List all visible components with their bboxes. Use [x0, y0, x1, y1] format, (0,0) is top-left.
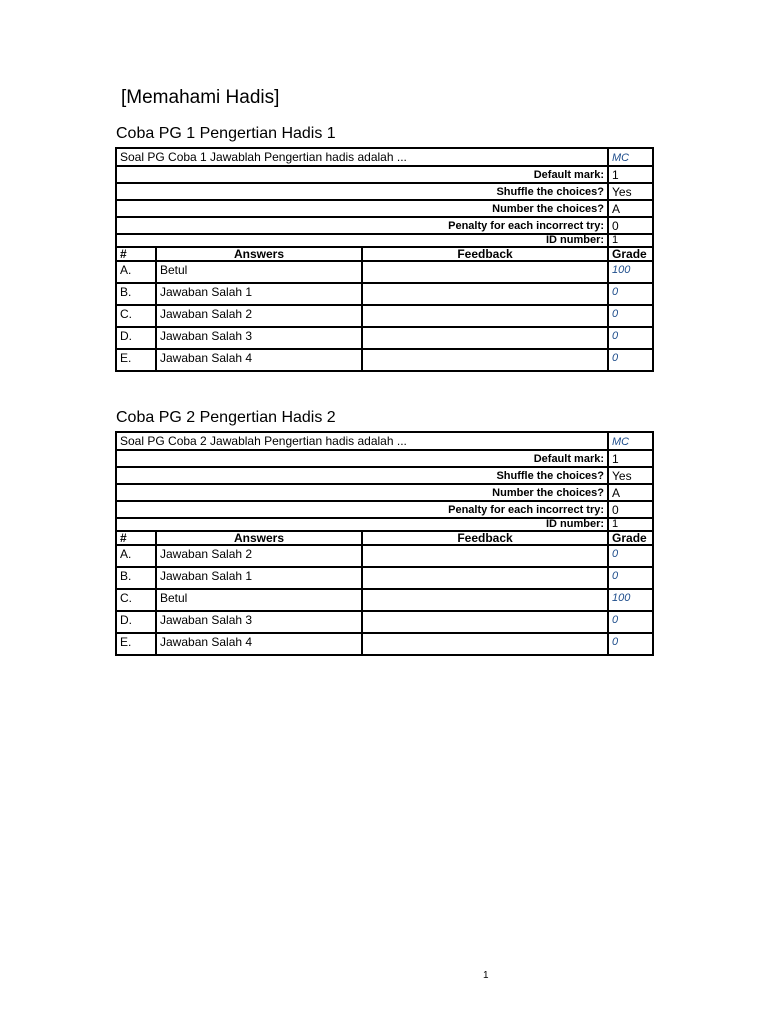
answer-letter: A.	[116, 545, 156, 567]
answer-text: Jawaban Salah 2	[156, 305, 362, 327]
answer-letter: A.	[116, 261, 156, 283]
id-number-label: ID number:	[116, 234, 608, 247]
question-type: MC	[608, 432, 653, 450]
header-answers: Answers	[156, 247, 362, 261]
answer-grade: 0	[608, 545, 653, 567]
answer-row	[116, 261, 653, 283]
shuffle-label: Shuffle the choices?	[116, 467, 608, 484]
answer-text: Jawaban Salah 4	[156, 633, 362, 655]
answer-row	[116, 633, 653, 655]
shuffle-value: Yes	[608, 183, 653, 200]
answer-row	[116, 305, 653, 327]
answer-row	[116, 567, 653, 589]
answer-feedback	[362, 349, 608, 371]
header-num: #	[116, 247, 156, 261]
answer-row	[116, 545, 653, 567]
answer-row	[116, 327, 653, 349]
answer-grade: 0	[608, 567, 653, 589]
penalty-value: 0	[608, 217, 653, 234]
answer-text: Betul	[156, 261, 362, 283]
answer-letter: D.	[116, 611, 156, 633]
answer-feedback	[362, 545, 608, 567]
answer-letter: B.	[116, 283, 156, 305]
answer-text: Jawaban Salah 3	[156, 327, 362, 349]
number-choices-label: Number the choices?	[116, 484, 608, 501]
answer-letter: C.	[116, 305, 156, 327]
shuffle-value: Yes	[608, 467, 653, 484]
id-number-label: ID number:	[116, 518, 608, 531]
answer-letter: C.	[116, 589, 156, 611]
answer-grade: 100	[608, 261, 653, 283]
number-choices-value: A	[608, 484, 653, 501]
penalty-label: Penalty for each incorrect try:	[116, 501, 608, 518]
question-table	[115, 431, 654, 656]
answer-letter: E.	[116, 349, 156, 371]
default-mark-label: Default mark:	[116, 166, 608, 183]
answer-feedback	[362, 327, 608, 349]
answer-feedback	[362, 611, 608, 633]
answer-text: Jawaban Salah 1	[156, 283, 362, 305]
default-mark-value: 1	[608, 450, 653, 467]
answer-feedback	[362, 589, 608, 611]
default-mark-value: 1	[608, 166, 653, 183]
id-number-value: 1	[608, 518, 653, 531]
answer-grade: 0	[608, 633, 653, 655]
header-grade: Grade	[608, 247, 653, 261]
answer-feedback	[362, 261, 608, 283]
answer-grade: 0	[608, 305, 653, 327]
default-mark-label: Default mark:	[116, 450, 608, 467]
answer-grade: 0	[608, 611, 653, 633]
answer-grade: 0	[608, 349, 653, 371]
answer-row	[116, 349, 653, 371]
id-number-value: 1	[608, 234, 653, 247]
question-type: MC	[608, 148, 653, 166]
answer-row	[116, 589, 653, 611]
header-feedback: Feedback	[362, 247, 608, 261]
document-title: [Memahami Hadis]	[121, 87, 280, 108]
question-text: Soal PG Coba 1 Jawablah Pengertian hadis adalah ...	[116, 148, 608, 166]
answer-text: Jawaban Salah 3	[156, 611, 362, 633]
answer-text: Jawaban Salah 4	[156, 349, 362, 371]
question-table	[115, 147, 654, 372]
question-section-2	[115, 408, 652, 656]
answer-feedback	[362, 283, 608, 305]
answer-letter: D.	[116, 327, 156, 349]
number-choices-value: A	[608, 200, 653, 217]
header-num: #	[116, 531, 156, 545]
answer-text: Jawaban Salah 1	[156, 567, 362, 589]
header-feedback: Feedback	[362, 531, 608, 545]
answer-grade: 0	[608, 327, 653, 349]
answer-row	[116, 611, 653, 633]
question-section-1	[115, 124, 652, 372]
penalty-value: 0	[608, 501, 653, 518]
answer-grade: 100	[608, 589, 653, 611]
shuffle-label: Shuffle the choices?	[116, 183, 608, 200]
answer-text: Betul	[156, 589, 362, 611]
answer-letter: B.	[116, 567, 156, 589]
answer-feedback	[362, 567, 608, 589]
penalty-label: Penalty for each incorrect try:	[116, 217, 608, 234]
answer-letter: E.	[116, 633, 156, 655]
number-choices-label: Number the choices?	[116, 200, 608, 217]
question-title: Coba PG 1 Pengertian Hadis 1	[116, 125, 336, 142]
answer-row	[116, 283, 653, 305]
header-grade: Grade	[608, 531, 653, 545]
answer-text: Jawaban Salah 2	[156, 545, 362, 567]
header-answers: Answers	[156, 531, 362, 545]
answer-feedback	[362, 305, 608, 327]
page-number: 1	[483, 970, 489, 981]
question-title: Coba PG 2 Pengertian Hadis 2	[116, 409, 336, 426]
question-text: Soal PG Coba 2 Jawablah Pengertian hadis adalah ...	[116, 432, 608, 450]
answer-feedback	[362, 633, 608, 655]
answer-grade: 0	[608, 283, 653, 305]
